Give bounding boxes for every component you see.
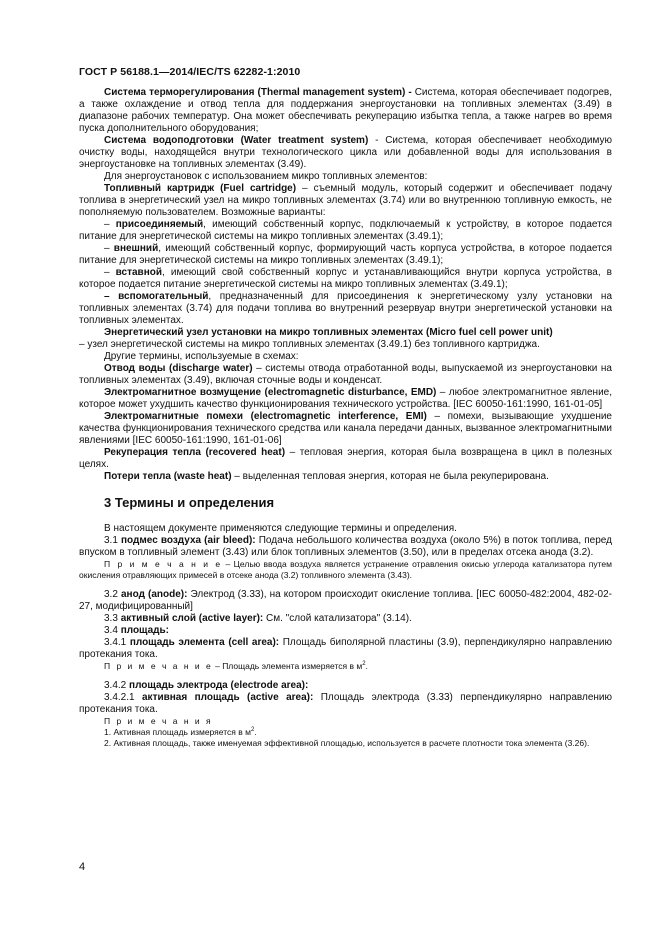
term: подмес воздуха (air bleed):: [121, 535, 256, 546]
paragraph-emd: [79, 387, 612, 411]
term: Система терморегулирования (Thermal management system) -: [104, 87, 412, 98]
clause-number: 3.1: [104, 535, 121, 546]
definition: Площадь электрода (3.33) перпендикулярно направлению протекания тока.: [79, 692, 613, 715]
term: Электромагнитное возмущение (electromagnetic disturbance, EMD): [104, 387, 437, 398]
paragraph-recovered-heat: [79, 447, 612, 471]
note-label: П р и м е ч а н и я: [104, 716, 213, 726]
notes-label: [79, 716, 612, 727]
term: Потери тепла (waste heat): [104, 471, 232, 482]
term: Электромагнитные помехи (electromagnetic interference, EMI): [104, 411, 427, 422]
term: Рекуперация тепла (recovered heat): [104, 447, 286, 458]
paragraph-waste-heat: [79, 471, 612, 483]
spacer: [79, 581, 612, 589]
definition: Подача небольшого количества воздуха (около 5%) в поток топлива, перед впуском в топливный элемент (3.43) или блок топливных элементов (3.50), или в пределах отсека анода (3.2).: [79, 535, 612, 558]
term: вставной: [115, 267, 163, 278]
clause-number: 3.4.1: [104, 637, 130, 648]
page-header: ГОСТ Р 56188.1—2014/IEC/TS 62282-1:2010: [79, 66, 301, 78]
definition: – съемный модуль, который содержит и обеспечивает подачу топлива в энергетический узел на микро топливных элементах (3.74) или во внутреннюю топливную емкость, не пополняемую пользователем. Возможные варианты:: [79, 183, 613, 218]
term: внешний: [113, 243, 159, 254]
paragraph-fuel-cartridge: [79, 183, 612, 219]
definition-3-3: [79, 613, 612, 625]
clause-number: 3.2: [104, 589, 121, 600]
definition-3-4-2: [79, 680, 612, 692]
paragraph-emi: [79, 411, 612, 447]
definition-3-4: [79, 625, 612, 637]
paragraph-attached: [79, 219, 612, 243]
dash: –: [104, 243, 114, 254]
note-text: – Площадь элемента измеряется в м: [212, 661, 363, 671]
note-end: .: [365, 661, 368, 671]
note-label: П р и м е ч а н и е: [104, 559, 223, 569]
definition: , имеющий собственный корпус, подключаемый к устройству, в которое подается питание для энергетической системы на микро топливных элементах (3.49.1);: [79, 219, 612, 242]
term: Отвод воды (discharge water): [104, 363, 253, 374]
definition: – тепловая энергия, которая была возвращена в цикл в полезных целях.: [79, 447, 613, 470]
term: площадь элемента (cell area):: [129, 637, 280, 648]
paragraph-micro-power-unit: [79, 327, 612, 339]
clause-number: 3.4.2: [104, 680, 130, 691]
page-number: 4: [79, 861, 86, 873]
spacer: [79, 672, 612, 680]
term: площадь электрода (electrode area):: [129, 680, 309, 691]
page-body: [79, 87, 612, 749]
definition: , имеющий собственный корпус, формирующий часть корпуса устройства, в которое подается питание для энергетической системы на микро топливных элементах (3.49.1);: [79, 243, 612, 266]
definition: , имеющий свой собственный корпус и устанавливающийся внутри корпуса устройства, в которое подается питание энергетической системы на микро топливных элементах (3.49.1);: [79, 267, 612, 290]
definition: – выделенная тепловая энергия, которая не была рекуперирована.: [231, 471, 549, 482]
dash: –: [104, 267, 116, 278]
term: – вспомогательный: [104, 291, 209, 302]
paragraph-micro-power-unit-def: – узел энергетической системы на микро топливных элементах (3.49.1) без топливного картриджа.: [79, 339, 540, 350]
paragraph-micro-intro: Для энергоустановок с использованием микро топливных элементов:: [104, 171, 428, 182]
superscript: 2: [362, 661, 366, 668]
paragraph-discharge-water: [79, 363, 612, 387]
note-end: .: [254, 727, 257, 737]
definition: - Система, которая обеспечивает необходимую очистку воды, находящейся внутри технологического цикла или добавленной воды для использования в энергоустановке на топливных элементах (3.49).: [79, 135, 612, 170]
section-heading: 3 Термины и определения: [104, 495, 275, 510]
superscript: 2: [250, 727, 255, 734]
definition-3-4-2-1: [79, 692, 612, 716]
definition: См. "слой катализатора" (3.14).: [263, 613, 412, 624]
definition: – любое электромагнитное явление, которое может ухудшить качество функционирования технического устройства. [IEC 60050-161:1990, 161-01-05]: [79, 387, 613, 410]
paragraph-external: [79, 243, 612, 267]
note-label: П р и м е ч а н и е: [104, 661, 213, 671]
clause-number: 3.4: [104, 625, 121, 636]
definition: – помехи, вызывающие ухудшение качества функционирования технического средства или канала передачи данных, вызванное электромагнитными явлениями [IEC 60050-161:1990, 161-01-06]: [79, 411, 612, 446]
paragraph-auxiliary: [79, 291, 612, 327]
definition: Система, которая обеспечивает подогрев, а также охлаждение и отвод тепла для поддержания энергоустановки на топливных элементах (3.49) в диапазоне рабочих температур. Она может обеспечивать рекуперацию избытка тепла, а также нагрев во время пуска дополнительного оборудования;: [79, 87, 612, 134]
term: Энергетический узел установки на микро топливных элементах (Micro fuel cell power unit): [104, 327, 553, 338]
definition-3-2: [79, 589, 612, 613]
definition: Электрод (3.33), на котором происходит окисление топлива. [IEC 60050-482:2004, 482-02-27, модифицированный]: [79, 589, 612, 612]
note-3-1: [79, 559, 612, 581]
term: Топливный картридж (Fuel cartridge): [104, 183, 297, 194]
dash: –: [104, 219, 116, 230]
clause-number: 3.4.2.1: [104, 692, 142, 703]
term: анод (anode):: [120, 589, 188, 600]
note-text: 1. Активная площадь измеряется в м: [104, 727, 251, 737]
definition: Площадь биполярной пластины (3.9), перпендикулярно направлению протекания тока.: [79, 637, 612, 660]
term: Система водоподготовки (Water treatment system): [104, 135, 369, 146]
paragraph-water-treatment: [79, 135, 612, 171]
definition-3-1: [79, 535, 612, 559]
note-2: 2. Активная площадь, также именуемая эффективной площадью, используется в расчете плотности тока элемента (3.26).: [104, 738, 590, 748]
paragraph-other-terms: Другие термины, используемые в схемах:: [104, 351, 299, 362]
term: площадь:: [120, 625, 170, 636]
paragraph-thermal-management: [79, 87, 612, 135]
clause-number: 3.3: [104, 613, 121, 624]
note-1: [79, 727, 612, 738]
definition: – системы отвода отработанной воды, выпускаемой из энергоустановки на топливных элементах (3.49), включая сточные воды и конденсат.: [79, 363, 612, 386]
term: активная площадь (active area):: [142, 692, 314, 703]
note-3-4-1: [79, 661, 612, 672]
definition-3-4-1: [79, 637, 612, 661]
paragraph-section-intro: В настоящем документе применяются следующие термины и определения.: [104, 523, 457, 534]
term: присоединяемый: [115, 219, 204, 230]
definition: , предназначенный для присоединения к энергетическому узлу установки на топливных элементах (3.74) для подачи топлива во внутренний резервуар внутри энергетической установки на топливных элементах.: [79, 291, 613, 326]
note-text: – Целью ввода воздуха является устранение отравления окисью углерода катализатора путем окисления отравляющих примесей в отсеке анода (3.2) топливного элемента (3.43).: [79, 559, 612, 580]
paragraph-insert: [79, 267, 612, 291]
term: активный слой (active layer):: [120, 613, 264, 624]
